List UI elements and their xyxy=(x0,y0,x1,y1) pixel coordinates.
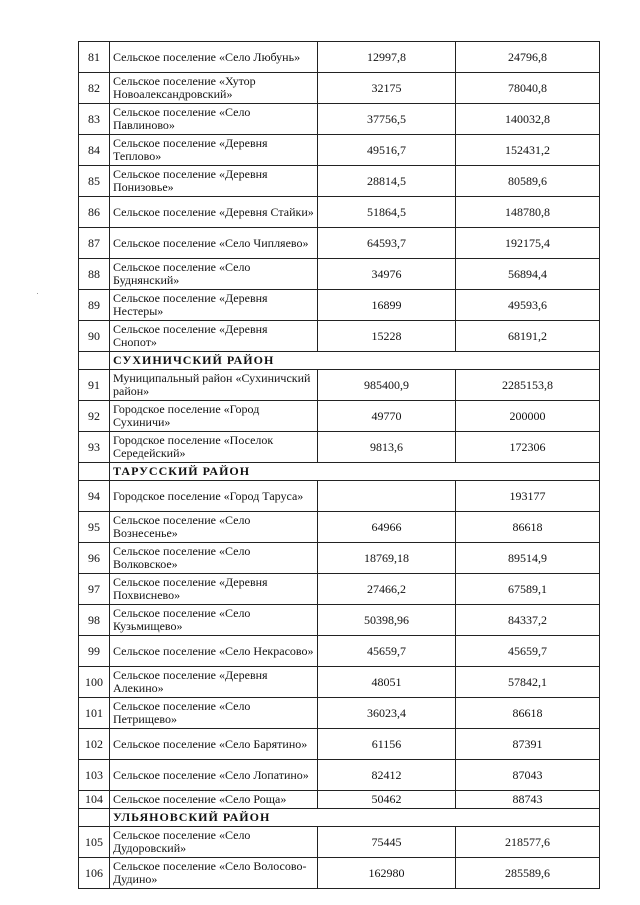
value-column-1: 50398,96 xyxy=(318,605,456,636)
settlement-name: Городское поселение «Город Таруса» xyxy=(110,481,318,512)
table-row xyxy=(79,432,600,463)
value-column-1: 64593,7 xyxy=(318,228,456,259)
row-number: 96 xyxy=(79,543,110,574)
row-number: 83 xyxy=(79,104,110,135)
value-column-2: 285589,6 xyxy=(456,858,600,889)
value-column-2: 84337,2 xyxy=(456,605,600,636)
table-row xyxy=(79,791,600,809)
table-row xyxy=(79,605,600,636)
settlement-name: Сельское поселение «Деревня Снопот» xyxy=(110,321,318,352)
table-row xyxy=(79,259,600,290)
value-column-1: 37756,5 xyxy=(318,104,456,135)
value-column-2: 56894,4 xyxy=(456,259,600,290)
table-body xyxy=(79,42,600,889)
value-column-1: 75445 xyxy=(318,827,456,858)
settlement-name: Сельское поселение «Деревня Стайки» xyxy=(110,197,318,228)
row-number: 99 xyxy=(79,636,110,667)
settlement-name: Городское поселение «Город Сухиничи» xyxy=(110,401,318,432)
value-column-2: 24796,8 xyxy=(456,42,600,73)
value-column-1: 50462 xyxy=(318,791,456,809)
value-column-1: 9813,6 xyxy=(318,432,456,463)
settlement-name: Сельское поселение «Село Барятино» xyxy=(110,729,318,760)
value-column-2: 45659,7 xyxy=(456,636,600,667)
settlement-name: Муниципальный район «Сухиничский район» xyxy=(110,370,318,401)
row-number: 90 xyxy=(79,321,110,352)
table-row xyxy=(79,574,600,605)
table-row xyxy=(79,73,600,104)
row-number: 97 xyxy=(79,574,110,605)
row-number: 101 xyxy=(79,698,110,729)
settlement-name: Сельское поселение «Село Любунь» xyxy=(110,42,318,73)
table-row xyxy=(79,228,600,259)
row-number: 81 xyxy=(79,42,110,73)
table-row xyxy=(79,512,600,543)
settlement-name: Сельское поселение «Село Павлиново» xyxy=(110,104,318,135)
scan-speck xyxy=(37,293,38,294)
value-column-1: 32175 xyxy=(318,73,456,104)
value-column-2: 89514,9 xyxy=(456,543,600,574)
row-number: 91 xyxy=(79,370,110,401)
value-column-2: 140032,8 xyxy=(456,104,600,135)
value-column-1: 18769,18 xyxy=(318,543,456,574)
value-column-2: 218577,6 xyxy=(456,827,600,858)
value-column-1: 61156 xyxy=(318,729,456,760)
settlement-name: Сельское поселение «Деревня Нестеры» xyxy=(110,290,318,321)
value-column-1: 34976 xyxy=(318,259,456,290)
settlement-name: Сельское поселение «Хутор Новоалександровский» xyxy=(110,73,318,104)
value-column-1: 48051 xyxy=(318,667,456,698)
table-row xyxy=(79,42,600,73)
value-column-1: 16899 xyxy=(318,290,456,321)
table-row xyxy=(79,827,600,858)
settlement-name: Сельское поселение «Село Лопатино» xyxy=(110,760,318,791)
value-column-1: 985400,9 xyxy=(318,370,456,401)
table-row xyxy=(79,858,600,889)
table-row xyxy=(79,729,600,760)
row-number: 94 xyxy=(79,481,110,512)
value-column-1: 15228 xyxy=(318,321,456,352)
table-row xyxy=(79,370,600,401)
value-column-2: 78040,8 xyxy=(456,73,600,104)
value-column-2: 49593,6 xyxy=(456,290,600,321)
row-number: 103 xyxy=(79,760,110,791)
table-row xyxy=(79,401,600,432)
value-column-2: 192175,4 xyxy=(456,228,600,259)
table-row xyxy=(79,481,600,512)
value-column-1: 36023,4 xyxy=(318,698,456,729)
value-column-2: 86618 xyxy=(456,698,600,729)
section-num-cell xyxy=(79,352,110,370)
value-column-2: 152431,2 xyxy=(456,135,600,166)
row-number: 105 xyxy=(79,827,110,858)
settlement-name: Сельское поселение «Село Петрищево» xyxy=(110,698,318,729)
settlement-name: Городское поселение «Поселок Середейский» xyxy=(110,432,318,463)
settlement-name: Сельское поселение «Село Кузьмищево» xyxy=(110,605,318,636)
value-column-1: 51864,5 xyxy=(318,197,456,228)
value-column-1: 45659,7 xyxy=(318,636,456,667)
table-row xyxy=(79,104,600,135)
settlement-name: Сельское поселение «Село Буднянский» xyxy=(110,259,318,290)
section-row xyxy=(79,463,600,481)
value-column-2: 87043 xyxy=(456,760,600,791)
section-title: СУХИНИЧСКИЙ РАЙОН xyxy=(110,352,600,370)
section-num-cell xyxy=(79,463,110,481)
value-column-2: 80589,6 xyxy=(456,166,600,197)
value-column-1: 49516,7 xyxy=(318,135,456,166)
settlement-name: Сельское поселение «Село Вознесенье» xyxy=(110,512,318,543)
settlement-name: Сельское поселение «Деревня Теплово» xyxy=(110,135,318,166)
row-number: 93 xyxy=(79,432,110,463)
settlement-name: Сельское поселение «Деревня Похвиснево» xyxy=(110,574,318,605)
row-number: 89 xyxy=(79,290,110,321)
settlement-name: Сельское поселение «Село Дудоровский» xyxy=(110,827,318,858)
row-number: 104 xyxy=(79,791,110,809)
value-column-2: 200000 xyxy=(456,401,600,432)
value-column-2: 67589,1 xyxy=(456,574,600,605)
row-number: 86 xyxy=(79,197,110,228)
table-row xyxy=(79,698,600,729)
row-number: 87 xyxy=(79,228,110,259)
value-column-1: 82412 xyxy=(318,760,456,791)
value-column-2: 193177 xyxy=(456,481,600,512)
row-number: 100 xyxy=(79,667,110,698)
section-row xyxy=(79,352,600,370)
table-row xyxy=(79,166,600,197)
row-number: 84 xyxy=(79,135,110,166)
value-column-2: 86618 xyxy=(456,512,600,543)
value-column-2: 172306 xyxy=(456,432,600,463)
table-row xyxy=(79,667,600,698)
table-row xyxy=(79,760,600,791)
value-column-1: 12997,8 xyxy=(318,42,456,73)
row-number: 82 xyxy=(79,73,110,104)
row-number: 98 xyxy=(79,605,110,636)
row-number: 88 xyxy=(79,259,110,290)
value-column-2: 87391 xyxy=(456,729,600,760)
table-row xyxy=(79,197,600,228)
settlement-name: Сельское поселение «Село Роща» xyxy=(110,791,318,809)
value-column-1: 64966 xyxy=(318,512,456,543)
value-column-1: 28814,5 xyxy=(318,166,456,197)
value-column-2: 148780,8 xyxy=(456,197,600,228)
settlement-name: Сельское поселение «Деревня Алекино» xyxy=(110,667,318,698)
value-column-1 xyxy=(318,481,456,512)
value-column-2: 68191,2 xyxy=(456,321,600,352)
table-row xyxy=(79,543,600,574)
budget-table xyxy=(78,41,600,889)
value-column-2: 88743 xyxy=(456,791,600,809)
value-column-1: 162980 xyxy=(318,858,456,889)
settlement-name: Сельское поселение «Село Волосово-Дудино» xyxy=(110,858,318,889)
section-row xyxy=(79,809,600,827)
settlement-name: Сельское поселение «Село Некрасово» xyxy=(110,636,318,667)
row-number: 102 xyxy=(79,729,110,760)
settlement-name: Сельское поселение «Деревня Понизовье» xyxy=(110,166,318,197)
table-row xyxy=(79,636,600,667)
value-column-1: 27466,2 xyxy=(318,574,456,605)
section-num-cell xyxy=(79,809,110,827)
value-column-2: 2285153,8 xyxy=(456,370,600,401)
row-number: 85 xyxy=(79,166,110,197)
table-row xyxy=(79,321,600,352)
table-row xyxy=(79,290,600,321)
table-row xyxy=(79,135,600,166)
row-number: 106 xyxy=(79,858,110,889)
value-column-1: 49770 xyxy=(318,401,456,432)
value-column-2: 57842,1 xyxy=(456,667,600,698)
section-title: ТАРУССКИЙ РАЙОН xyxy=(110,463,600,481)
settlement-name: Сельское поселение «Село Волковское» xyxy=(110,543,318,574)
settlement-name: Сельское поселение «Село Чипляево» xyxy=(110,228,318,259)
section-title: УЛЬЯНОВСКИЙ РАЙОН xyxy=(110,809,600,827)
row-number: 95 xyxy=(79,512,110,543)
row-number: 92 xyxy=(79,401,110,432)
